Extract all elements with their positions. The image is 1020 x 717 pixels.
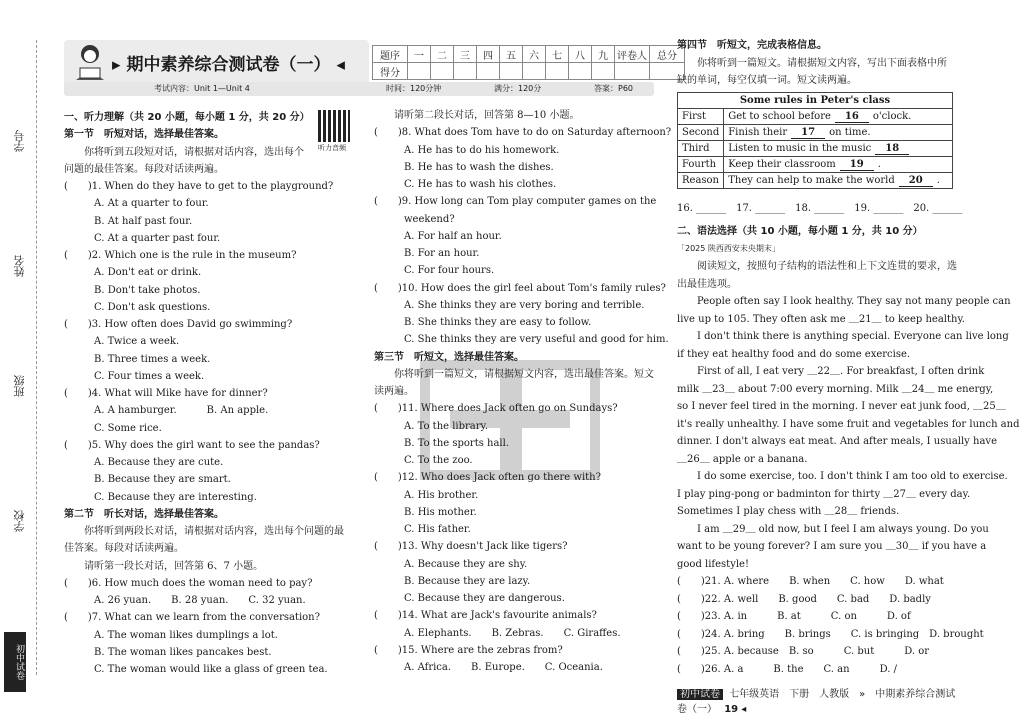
col2-line: 你将听到一篇短文，请根据短文内容，选出最佳答案。短文 [374, 368, 654, 380]
col3-line[interactable]: ( )26. A. a B. the C. an D. / [677, 663, 897, 675]
score-cell[interactable] [569, 63, 592, 80]
col3-line[interactable]: ( )22. A. well B. good C. bad D. badly [677, 593, 931, 605]
col2-line: A. Africa. B. Europe. C. Oceania. [374, 662, 603, 673]
col2-line: A. She thinks they are very boring and terrible. [374, 299, 645, 311]
col1-line[interactable]: ( )1. When do they have to get to the playground? [64, 181, 334, 192]
reading-girl-icon [68, 40, 112, 84]
rules-row-key: Fourth [678, 157, 724, 173]
col1-line: B. At half past four. [64, 215, 193, 227]
score-col-7: 七 [546, 46, 569, 63]
rule-blank[interactable]: 17 [791, 127, 825, 139]
col3-line[interactable]: ( )24. A. bring B. brings C. is bringing D. brought [677, 628, 984, 640]
col3-line: 二、语法选择（共 10 小题，每小题 1 分，共 10 分） [677, 226, 923, 237]
col1-line: A. A hamburger. B. An apple. [64, 405, 269, 417]
col2-line[interactable]: ( )14. What are Jack's favourite animals? [374, 610, 597, 622]
col1-line: 佳答案。每段对话读两遍。 [64, 543, 184, 555]
col2-line: A. For half an hour. [374, 230, 502, 242]
answer-page: 答案：P60 [594, 84, 634, 93]
rules-row [678, 157, 953, 173]
col1-line: B. Because they are smart. [64, 474, 231, 486]
rule-blank[interactable]: 20 [899, 175, 933, 187]
rules-row [678, 141, 953, 157]
col3-line[interactable]: ( )21. A. where B. when C. how D. what [677, 576, 944, 587]
col1-line: A. Because they are cute. [64, 457, 224, 468]
class-label: 班级 [13, 375, 26, 397]
col1-line: 一、听力理解（共 20 小题，每小题 1 分，共 20 分） [64, 112, 310, 123]
col1-line: C. Some rice. [64, 422, 162, 434]
rule-text-end: . [936, 174, 940, 186]
rule-text: Get to school before [728, 110, 831, 122]
col2-line: C. Because they are dangerous. [374, 593, 565, 604]
col2-line: B. He has to wash the dishes. [374, 161, 554, 173]
col2-line[interactable]: ( )15. Where are the zebras from? [374, 644, 563, 656]
col3-line: 「2025 陕西西安未央期末」 [677, 243, 780, 253]
score-cell[interactable] [523, 63, 546, 80]
col1-line: A. Don't eat or drink. [64, 267, 202, 279]
col2-line: B. Because they are lazy. [374, 575, 531, 587]
rules-row-value [724, 173, 953, 189]
col1-line[interactable]: ( )7. What can we learn from the conversation? [64, 612, 320, 624]
col3-line: ＿26＿ apple or a banana. [677, 453, 808, 465]
col3-line: if they eat healthy food and do some exercise. [677, 348, 911, 360]
series-logo: 初中试卷 [4, 632, 26, 692]
score-col-1: 一 [408, 46, 431, 63]
col2-line: B. She thinks they are easy to follow. [374, 317, 592, 328]
rule-text-end: o'clock. [872, 110, 912, 122]
score-col-10: 评卷人 [615, 46, 650, 63]
exam-full-score: 满分：120分 [494, 84, 542, 93]
rule-blank[interactable]: 19 [840, 159, 874, 171]
rules-row-key: Second [678, 125, 724, 141]
score-col-3: 三 [454, 46, 477, 63]
col2-line[interactable]: ( )13. Why doesn't Jack like tigers? [374, 541, 568, 553]
col3-line: 出最佳选项。 [677, 278, 737, 290]
binding-line [36, 40, 37, 675]
rule-text: Listen to music in the music [728, 142, 872, 154]
col3-line: I am ＿29＿ old now, but I feel I am always young. Do you [677, 523, 989, 535]
col2-line: C. She thinks they are very useful and good for him. [374, 334, 669, 346]
exam-time: 时间：120分钟 [386, 84, 442, 93]
qr-label: 听力音频 [318, 144, 346, 152]
col2-line: A. He has to do his homework. [374, 144, 560, 156]
col3-line: I don't think there is anything special. Everyone can live long [677, 331, 1009, 342]
col2-line[interactable]: ( )10. How does the girl feel about Tom's family rules? [374, 282, 666, 294]
col2-line: A. Elephants. B. Zebras. C. Giraffes. [374, 627, 621, 639]
rule-blank[interactable]: 18 [875, 143, 909, 155]
rules-row-key: Reason [678, 173, 724, 189]
col1-line: C. At a quarter past four. [64, 232, 221, 244]
col3-line: I do some exercise, too. I don't think I am too old to exercise. [677, 471, 1008, 482]
col3-line[interactable]: ( )23. A. in B. at C. on D. of [677, 611, 911, 622]
col3-line: First of all, I eat very ＿22＿. For breakfast, I often drink [677, 366, 985, 377]
col3_top-line: 你将听到一篇短文。请根据短文内容，写出下面表格中所 [677, 57, 947, 69]
rule-blank[interactable]: 16 [835, 111, 869, 123]
rules-table-title: Some rules in Peter's class [678, 93, 953, 109]
col1-line: 第一节 听短对话，选择最佳答案。 [64, 129, 224, 141]
score-cell[interactable] [546, 63, 569, 80]
rules-row [678, 125, 953, 141]
rules-row-value [724, 125, 953, 141]
col3-line: good lifestyle! [677, 558, 749, 570]
col3-line: so I never feel tired in the morning. I never eat junk food, ＿25＿ [677, 401, 1006, 412]
col2-line: B. To the sports hall. [374, 437, 509, 449]
col3_top-line: 缺的单词，每空仅填一词。短文读两遍。 [677, 75, 857, 86]
col2-line[interactable]: ( )12. Who does Jack often go there with? [374, 472, 601, 484]
col3-line: live up to 105. They often ask me ＿21＿ to keep healthy. [677, 313, 965, 325]
score-col-11: 总分 [650, 46, 685, 63]
exam-scope: 考试内容：Unit 1—Unit 4 [154, 84, 250, 93]
col1-line: 问题的最佳答案。每段对话读两遍。 [64, 163, 224, 175]
rules-table [677, 92, 953, 189]
footer-text: 七年级英语 下册 人教版 » 中期素养综合测试卷（一） [677, 689, 956, 715]
col1-line: B. Don't take photos. [64, 284, 201, 296]
score-cell[interactable] [431, 63, 454, 80]
col1-line[interactable]: ( )5. Why does the girl want to see the pandas? [64, 439, 320, 451]
col1-line: C. The woman would like a glass of green tea. [64, 664, 328, 675]
school-label: 学校 [13, 510, 26, 532]
col3-line: Sometimes I play chess with ＿28＿ friends. [677, 506, 900, 517]
col2-line[interactable]: ( )8. What does Tom have to do on Saturday afternoon? [374, 127, 672, 139]
name-label: 姓名 [13, 255, 26, 277]
col3-line: People often say I look healthy. They say not many people can [677, 296, 1011, 307]
score-cell[interactable] [615, 63, 650, 80]
page-footer: 初中试卷 七年级英语 下册 人教版 » 中期素养综合测试卷（一） 19 ◂ [677, 689, 956, 715]
col3-line: dinner. I don't always eat meat. And after meals, I usually have [677, 436, 997, 447]
col2-line: C. To the zoo. [374, 455, 473, 466]
col2-line: A. To the library. [374, 420, 489, 432]
col3-line[interactable]: ( )25. A. because B. so C. but D. or [677, 646, 930, 657]
col3-line: it's really unhealthy. I have some fruit and vegetables for lunch and [677, 418, 1020, 430]
col1-line: A. 26 yuan. B. 28 yuan. C. 32 yuan. [64, 595, 306, 606]
rules-row-key: Third [678, 141, 724, 157]
score-col-0: 题序 [373, 46, 408, 63]
col1-line: A. The woman likes dumplings a lot. [64, 629, 278, 641]
col1-line[interactable]: ( )4. What will Mike have for dinner? [64, 388, 268, 399]
rule-text-end: . [877, 158, 881, 170]
score-cell[interactable] [454, 63, 477, 80]
col1-line: A. At a quarter to four. [64, 198, 209, 210]
col2-line: A. Because they are shy. [374, 558, 528, 570]
col1-line: C. Four times a week. [64, 370, 205, 382]
col2-line[interactable]: ( )11. Where does Jack often go on Sundays? [374, 403, 618, 415]
col1-line: C. Because they are interesting. [64, 491, 257, 503]
page-title: ▸ 期中素养综合测试卷（一） ◂ [112, 55, 345, 75]
exam-info-bar [64, 82, 654, 96]
score-col-4: 四 [477, 46, 500, 63]
col2-line: weekend? [374, 213, 455, 225]
score-col-8: 八 [569, 46, 592, 63]
col1-line[interactable]: ( )2. Which one is the rule in the museum? [64, 250, 297, 261]
rule-text-end: on time. [829, 126, 871, 138]
rules-row-value [724, 109, 953, 125]
rule-text: Keep their classroom [728, 158, 836, 170]
rule-text: They can help to make the world [728, 174, 895, 186]
col2-line: A. His brother. [374, 489, 479, 501]
rules-row-value [724, 141, 953, 157]
score-col-5: 五 [500, 46, 523, 63]
rules-row [678, 173, 953, 189]
col1-line[interactable]: ( )6. How much does the woman need to pay? [64, 577, 313, 589]
score-cell[interactable] [477, 63, 500, 80]
student-id-label: 学号 [13, 130, 26, 152]
score-col-6: 六 [523, 46, 546, 63]
col1-line: C. Don't ask questions. [64, 301, 211, 313]
col2-line: 第三节 听短文，选择最佳答案。 [374, 351, 524, 363]
col3_top-line: 第四节 听短文，完成表格信息。 [677, 40, 827, 51]
col3-line: I play ping-pong or badminton for thirty ＿27＿ every day. [677, 488, 971, 500]
rules-row-key: First [678, 109, 724, 125]
score-col-2: 二 [431, 46, 454, 63]
score-cell[interactable] [408, 63, 431, 80]
col1-line: 第二节 听长对话，选择最佳答案。 [64, 508, 224, 520]
col3-line: 阅读短文，按照句子结构的语法性和上下文连贯的要求，选 [677, 261, 957, 272]
col2-line: B. His mother. [374, 506, 477, 518]
col1-line: 你将听到两段长对话，请根据对话内容，选出每个问题的最 [64, 526, 344, 537]
col3-line: want to be young forever? I am sure you ＿30＿ if you have a [677, 541, 987, 552]
answer-blanks[interactable]: 16. ______ 17. ______ 18. ______ 19. ______ 20. ______ [677, 203, 963, 214]
score-col-9: 九 [592, 46, 615, 63]
page-number: 19 [724, 704, 739, 715]
col2-line: 请听第二段长对话，回答第 8—10 小题。 [374, 110, 580, 121]
col1-line[interactable]: ( )3. How often does David go swimming? [64, 319, 293, 330]
col2-line: B. For an hour. [374, 248, 480, 259]
col2-line: C. His father. [374, 524, 471, 535]
footer-badge: 初中试卷 [677, 689, 723, 700]
rule-text: Finish their [728, 126, 788, 138]
score-row-label: 得分 [373, 63, 408, 80]
col2-line[interactable]: ( )9. How long can Tom play computer games on the [374, 196, 657, 208]
col1-line: B. The woman likes pancakes best. [64, 646, 272, 658]
col3-line: milk ＿23＿ about 7:00 every morning. Milk ＿24＿ me energy, [677, 383, 994, 395]
col1-line: 你将听到五段短对话，请根据对话内容，选出每个 [64, 146, 304, 158]
score-table [372, 45, 685, 80]
score-cell[interactable] [500, 63, 523, 80]
rules-row-value [724, 157, 953, 173]
col1-line: A. Twice a week. [64, 336, 180, 348]
col1-line: B. Three times a week. [64, 353, 211, 365]
col2-line: 读两遍。 [374, 386, 414, 397]
col2-line: C. For four hours. [374, 265, 495, 277]
score-cell[interactable] [592, 63, 615, 80]
col1-line: 请听第一段长对话，回答第 6、7 小题。 [64, 560, 264, 572]
rules-row [678, 109, 953, 125]
col2-line: C. He has to wash his clothes. [374, 179, 557, 190]
